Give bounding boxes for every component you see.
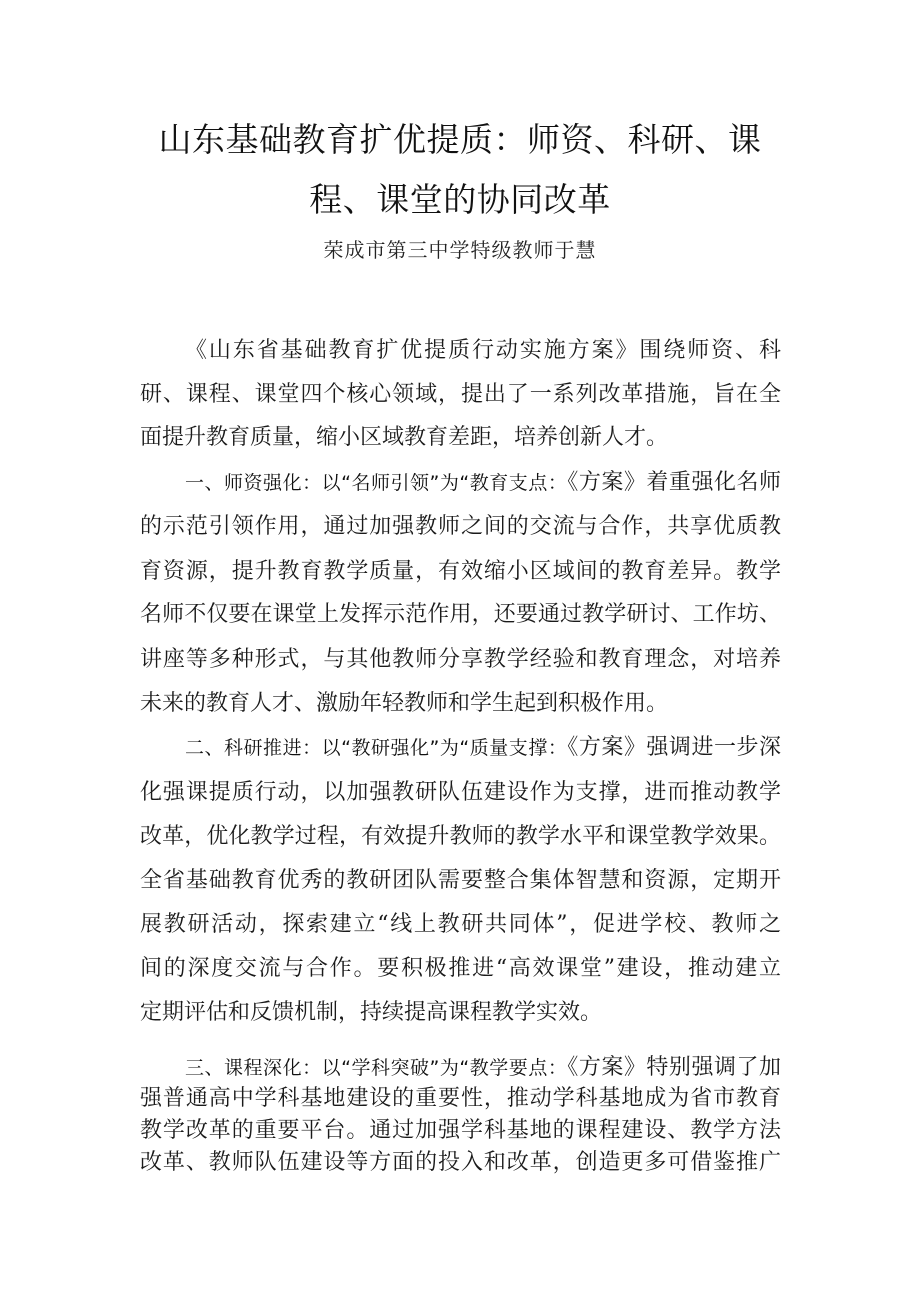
- paragraph-2-line: 讲座等多种形式，与其他教师分享教学经验和教育理念，对培养: [140, 647, 781, 672]
- paragraph-2-first-line: [185, 468, 781, 498]
- author-byline: 荣成市第三中学特级教师于慧: [323, 238, 597, 262]
- section-2-heading: 二、科研推进：以“教研强化”为“质量支撑：: [185, 737, 568, 759]
- paragraph-1-line: 《山东省基础教育扩优提质行动实施方案》围绕师资、科: [185, 338, 781, 363]
- section-1-lead-text: 《方案》着重强化名师: [567, 470, 781, 495]
- paragraph-3-line: 全省基础教育优秀的教研团队需要整合集体智慧和资源，定期开: [140, 868, 781, 893]
- paragraph-4-first-line: [185, 1053, 781, 1083]
- paragraph-1-line: 研、课程、课堂四个核心领域，提出了一系列改革措施，旨在全: [140, 382, 781, 407]
- paragraph-2-line: 未来的教育人才、激励年轻教师和学生起到积极作用。: [140, 691, 669, 716]
- paragraph-4-line: 教学改革的重要平台。通过加强学科基地的课程建设、教学方法: [140, 1118, 781, 1143]
- section-1-heading: 一、师资强化：以“名师引领”为“教育支点：: [185, 472, 568, 494]
- paragraph-4-line: 改革、教师队伍建设等方面的投入和改革，创造更多可借鉴推广: [140, 1150, 781, 1175]
- paragraph-2-line: 的示范引领作用，通过加强教师之间的交流与合作，共享优质教: [140, 514, 781, 539]
- paragraph-4-line: 强普通高中学科基地建设的重要性，推动学科基地成为省市教育: [140, 1086, 781, 1111]
- paragraph-1-line: 面提升教育质量，缩小区域教育差距，培养创新人才。: [140, 425, 669, 450]
- paragraph-2-line: 育资源，提升教育教学质量，有效缩小区域间的教育差异。教学: [140, 559, 781, 584]
- document-title-line-1: 山东基础教育扩优提质：师资、科研、课: [158, 120, 762, 159]
- paragraph-3-line: 间的深度交流与合作。要积极推进“高效课堂”建设，推动建立: [140, 956, 781, 981]
- paragraph-3-line: 定期评估和反馈机制，持续提高课程教学实效。: [140, 1000, 603, 1025]
- section-2-lead-text: 《方案》强调进一步深: [567, 735, 781, 760]
- section-3-heading: 三、课程深化：以“学科突破”为“教学要点：: [185, 1057, 568, 1079]
- section-3-lead-text: 《方案》特别强调了加: [567, 1055, 781, 1080]
- paragraph-3-line: 化强课提质行动，以加强教研队伍建设作为支撑，进而推动教学: [140, 780, 781, 805]
- paragraph-3-line: 改革，优化教学过程，有效提升教师的教学水平和课堂教学效果。: [140, 824, 781, 849]
- document-title-line-2: 程、课堂的协同改革: [309, 180, 611, 219]
- paragraph-2-line: 名师不仅要在课堂上发挥示范作用，还要通过教学研讨、工作坊、: [140, 602, 781, 627]
- paragraph-3-line: 展教研活动，探索建立“线上教研共同体”，促进学校、教师之: [140, 912, 781, 937]
- paragraph-3-first-line: [185, 733, 781, 763]
